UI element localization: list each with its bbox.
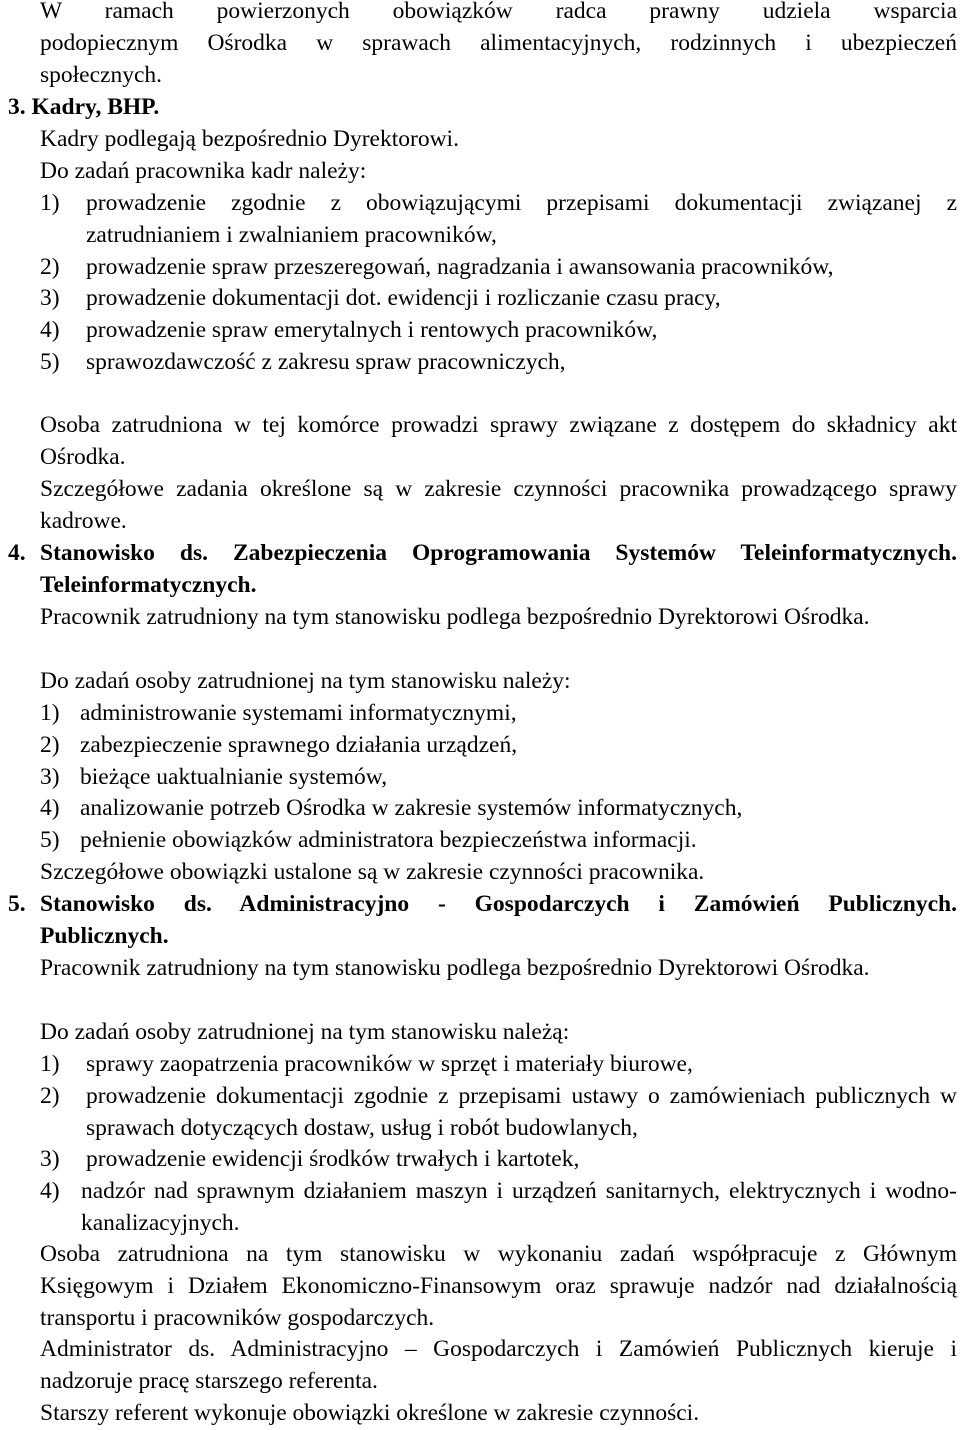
- list-item-number: 5): [40, 827, 60, 854]
- list-item: [40, 698, 957, 730]
- section-3-details-paragraph: Szczegółowe zadania określone są w zakresie czynności pracownika prowadzącego sprawy kadrowe.: [40, 476, 957, 534]
- list-item-number: 4): [40, 1178, 60, 1205]
- list-item-text: sprawozdawczość z zakresu spraw pracowniczych,: [86, 348, 566, 375]
- list-item: [40, 825, 957, 857]
- list-item: [40, 793, 957, 825]
- section-5-referent-paragraph: Starszy referent wykonuje obowiązki określone w zakresie czynności.: [40, 1400, 700, 1426]
- list-item-number: 1): [40, 190, 60, 216]
- list-item-text: prowadzenie dokumentacji zgodnie z przepisami ustawy o zamówieniach publicznych w sprawach dotyczących dostaw, usług i robót budowlanych,: [86, 1082, 957, 1141]
- list-item-number: 3): [40, 763, 60, 790]
- section-4-heading: Stanowisko ds. Zabezpieczenia Oprogramowania Systemów Teleinformatycznych.: [40, 540, 957, 566]
- list-item: [40, 347, 957, 379]
- section-4-number: 4.: [8, 540, 26, 566]
- section-5-heading-cont: Publicznych.: [40, 923, 169, 949]
- list-item-number: 4): [40, 795, 60, 822]
- section-5-administrator-paragraph: Administrator ds. Administracyjno – Gospodarczych i Zamówień Publicznych kieruje i nadzoruje pracę starszego referenta.: [40, 1336, 957, 1394]
- section-5-cooperation-paragraph: Osoba zatrudniona na tym stanowisku w wykonaniu zadań współpracuje z Głównym Księgowym i Działem Ekonomiczno-Finansowym oraz sprawuje nadzór nad działalnością transportu i pracowników gospodarczych.: [40, 1241, 957, 1331]
- list-item: [40, 762, 957, 794]
- list-item-text: prowadzenie dokumentacji dot. ewidencji i rozliczanie czasu pracy,: [86, 285, 721, 312]
- section-3-archive-paragraph: Osoba zatrudniona w tej komórce prowadzi sprawy związane z dostępem do składnicy akt Ośrodka.: [40, 412, 957, 470]
- section-3-duties-list: [40, 188, 957, 379]
- section-5-duties-intro: Do zadań osoby zatrudnionej na tym stanowisku należą:: [40, 1019, 570, 1045]
- list-item-text: zabezpieczenie sprawnego działania urządzeń,: [80, 731, 518, 758]
- list-item: [40, 283, 957, 315]
- list-item-number: 1): [40, 700, 60, 726]
- list-item-text: prowadzenie spraw emerytalnych i rentowych pracowników,: [86, 317, 658, 344]
- list-item-text: bieżące uaktualnianie systemów,: [80, 763, 388, 790]
- intro-line-2: podopiecznym Ośrodka w sprawach alimentacyjnych, rodzinnych i ubezpieczeń: [40, 30, 957, 56]
- section-3-subordination: Kadry podlegają bezpośrednio Dyrektorowi.: [40, 126, 459, 152]
- section-5-heading: Stanowisko ds. Administracyjno - Gospodarczych i Zamówień Publicznych.: [40, 891, 957, 917]
- list-item-text: administrowanie systemami informatycznymi,: [80, 700, 517, 726]
- list-item: [40, 730, 957, 762]
- section-4-duties-list: [40, 698, 957, 857]
- list-item-number: 4): [40, 317, 60, 344]
- list-item-number: 2): [40, 253, 60, 280]
- list-item: [40, 188, 957, 252]
- list-item-text: prowadzenie spraw przeszeregowań, nagradzania i awansowania pracowników,: [86, 253, 834, 280]
- section-4-duties-intro: Do zadań osoby zatrudnionej na tym stanowisku należy:: [40, 668, 571, 694]
- list-item-text: pełnienie obowiązków administratora bezpieczeństwa informacji.: [80, 827, 697, 854]
- list-item: [40, 315, 957, 347]
- list-item-number: 5): [40, 348, 60, 375]
- list-item: [40, 1176, 957, 1240]
- list-item-number: 2): [40, 1082, 60, 1109]
- section-4-subordination: Pracownik zatrudniony na tym stanowisku podlega bezpośrednio Dyrektorowi Ośrodka.: [40, 604, 870, 630]
- section-3-duties-intro: Do zadań pracownika kadr należy:: [40, 158, 367, 184]
- list-item-number: 1): [40, 1051, 60, 1077]
- list-item: [40, 1049, 957, 1081]
- list-item-text: nadzór nad sprawnym działaniem maszyn i urządzeń sanitarnych, elektrycznych i wodno- kanalizacyjnych.: [81, 1178, 957, 1236]
- section-5-subordination: Pracownik zatrudniony na tym stanowisku podlega bezpośrednio Dyrektorowi Ośrodka.: [40, 955, 870, 981]
- list-item-number: 3): [40, 1146, 60, 1173]
- list-item-text: analizowanie potrzeb Ośrodka w zakresie systemów informatycznych,: [80, 795, 743, 822]
- list-item: [40, 1144, 957, 1176]
- list-item: [40, 1081, 957, 1145]
- list-item: [40, 252, 957, 284]
- section-3-heading: 3. Kadry, BHP.: [8, 94, 160, 120]
- section-4-heading-cont: Teleinformatycznych.: [40, 572, 257, 598]
- intro-line-3: społecznych.: [40, 62, 163, 88]
- list-item-number: 3): [40, 285, 60, 312]
- section-5-number: 5.: [8, 891, 26, 917]
- section-5-duties-list: [40, 1049, 957, 1240]
- list-item-text: prowadzenie zgodnie z obowiązującymi przepisami dokumentacji związanej z zatrudnianiem i zwalnianiem pracowników,: [86, 190, 957, 248]
- list-item-number: 2): [40, 731, 60, 758]
- intro-line-1: W ramach powierzonych obowiązków radca prawny udziela wsparcia: [40, 0, 957, 24]
- section-4-details-paragraph: Szczegółowe obowiązki ustalone są w zakresie czynności pracownika.: [40, 859, 705, 885]
- list-item-text: sprawy zaopatrzenia pracowników w sprzęt i materiały biurowe,: [86, 1051, 693, 1077]
- list-item-text: prowadzenie ewidencji środków trwałych i kartotek,: [86, 1146, 580, 1173]
